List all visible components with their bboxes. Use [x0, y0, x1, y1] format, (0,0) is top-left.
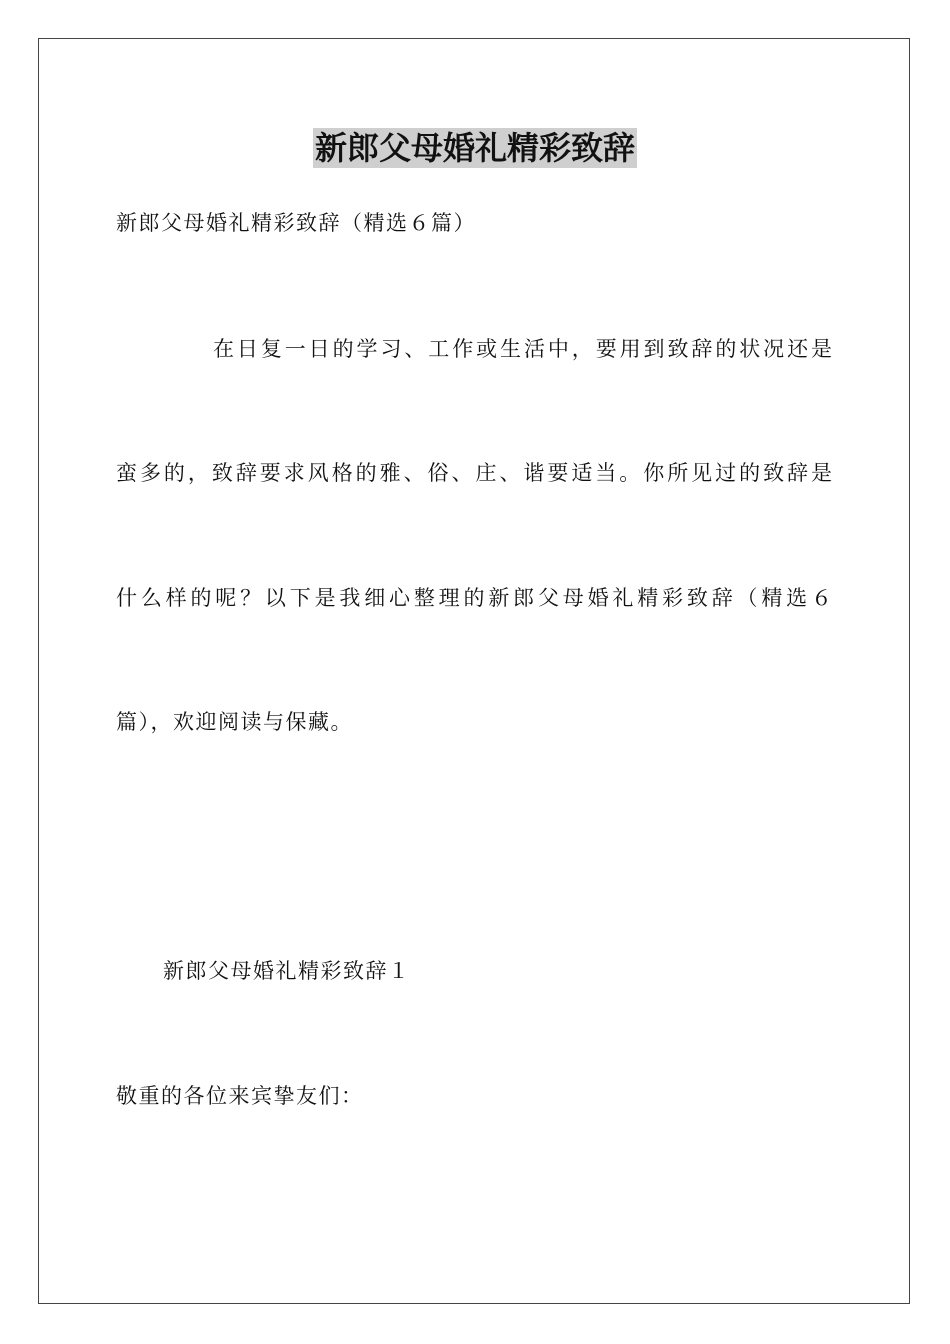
title-container — [0, 128, 950, 168]
intro-line-1: 在日复一日的学习、工作或生活中，要用到致辞的状况还是 — [213, 337, 832, 361]
salutation: 敬重的各位来宾挚友们： — [116, 1084, 364, 1108]
intro-line-4: 篇），欢迎阅读与保藏。 — [116, 710, 353, 734]
intro-line-2: 蛮多的，致辞要求风格的雅、俗、庄、谐要适当。你所见过的致辞是 — [116, 461, 832, 485]
document-title: 新郎父母婚礼精彩致辞 — [314, 129, 635, 167]
intro-line-3: 什么样的呢？以下是我细心整理的新郎父母婚礼精彩致辞（精选６ — [116, 586, 832, 610]
section-heading: 新郎父母婚礼精彩致辞１ — [163, 959, 411, 983]
document-subtitle: 新郎父母婚礼精彩致辞（精选６篇） — [116, 211, 476, 235]
